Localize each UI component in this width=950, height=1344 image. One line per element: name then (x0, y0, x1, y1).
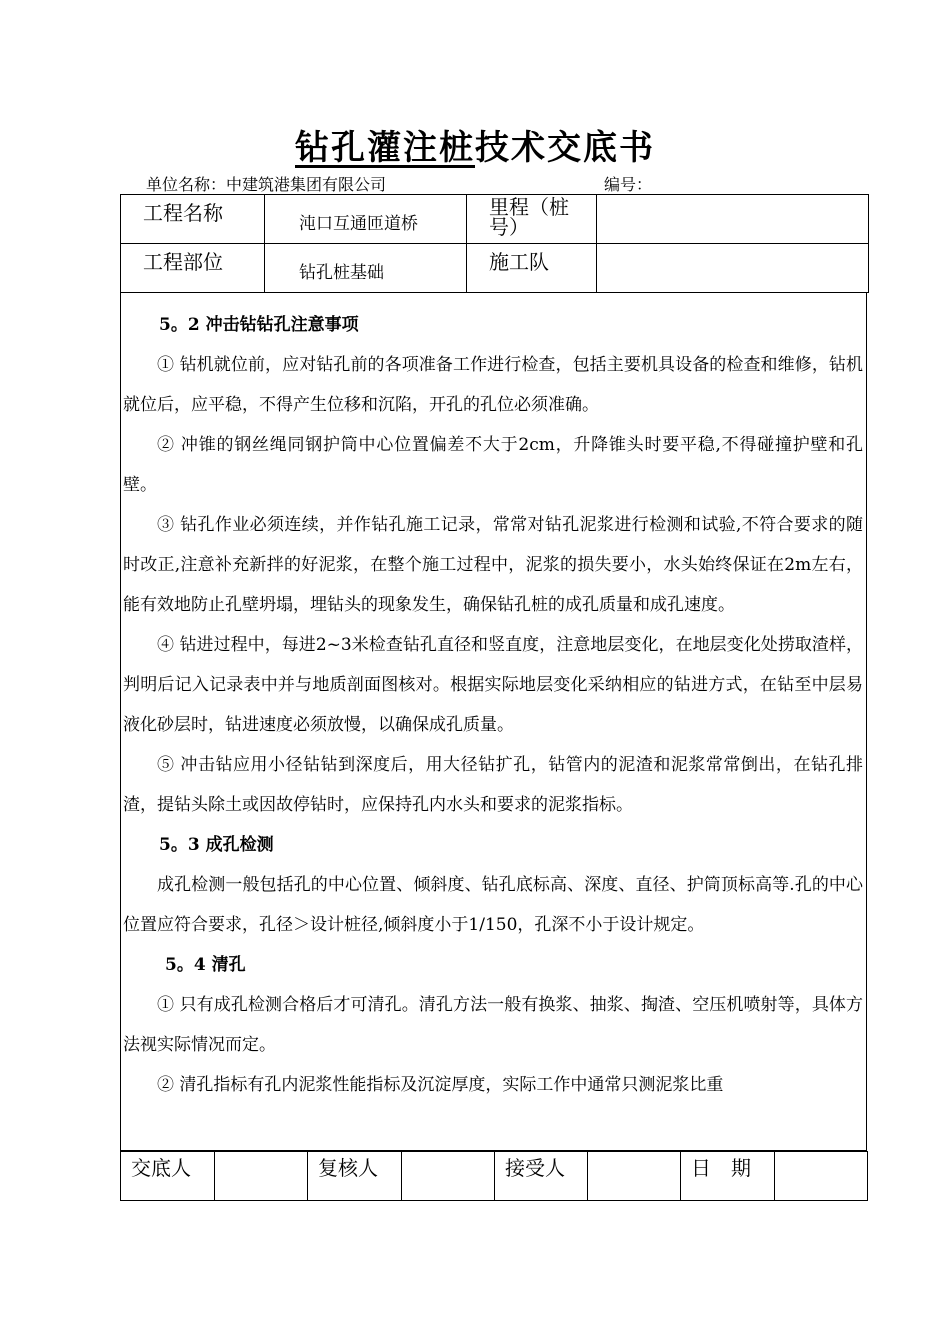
date-value-cell (775, 1152, 868, 1201)
project-name-value: 沌口互通匝道桥 (299, 214, 418, 234)
date-label: 日 期 (691, 1156, 751, 1180)
section-5-4-heading: 5。4 清孔 (165, 955, 246, 975)
mileage-label: 里程（桩号） (489, 195, 569, 239)
date-label-cell (681, 1152, 775, 1201)
project-part-value: 钻孔桩基础 (299, 263, 384, 283)
signature-table (120, 1151, 868, 1201)
project-part-label: 工程部位 (143, 250, 223, 274)
handover-value-cell (215, 1152, 308, 1201)
section-5-3-heading: 5。3 成孔检测 (159, 835, 274, 855)
construction-team-label-cell (467, 244, 597, 293)
project-name-value-cell (265, 195, 467, 244)
mileage-value (597, 195, 868, 209)
paragraph-2: ② 冲锥的钢丝绳同钢护筒中心位置偏差不大于2cm，升降锥头时要平稳,不得碰撞护壁和孔壁。 (123, 435, 863, 495)
review-label-cell (308, 1152, 402, 1201)
paragraph-8: ② 清孔指标有孔内泥浆性能指标及沉淀厚度，实际工作中通常只测泥浆比重 (157, 1075, 724, 1095)
paragraph-5: ⑤ 冲击钻应用小径钻钻到深度后，用大径钻扩孔，钻管内的泥渣和泥浆常常倒出，在钻孔排渣，提钻头除土或因故停钻时，应保持孔内水头和要求的泥浆指标。 (123, 755, 863, 815)
paragraph-3: ③ 钻孔作业必须连续，并作钻孔施工记录，常常对钻孔泥浆进行检测和试验,不符合要求的随时改正,注意补充新拌的好泥浆，在整个施工过程中，泥浆的损失要小，水头始终保证在2m左右，能有效地防止孔壁坍塌，埋钻头的现象发生，确保钻孔桩的成孔质量和成孔速度。 (123, 515, 863, 615)
receiver-value-cell (588, 1152, 681, 1201)
document-title (0, 120, 950, 169)
header-table (120, 194, 869, 293)
unit-name: 单位名称：中建筑港集团有限公司 (146, 175, 387, 194)
content-box (120, 293, 867, 1151)
paragraph-7: ① 只有成孔检测合格后才可清孔。清孔方法一般有换浆、抽浆、掏渣、空压机喷射等，具体方法视实际情况而定。 (123, 995, 863, 1055)
review-label: 复核人 (318, 1156, 378, 1180)
section-5-2-heading: 5。2 冲击钻钻孔注意事项 (159, 315, 359, 335)
construction-team-value-cell (597, 244, 869, 293)
construction-team-label: 施工队 (489, 250, 549, 274)
title-underlined-part: 钻孔灌注桩 (295, 128, 475, 168)
title-rest: 技术交底书 (475, 128, 655, 168)
paragraph-4: ④ 钻进过程中，每进2~3米检查钻孔直径和竖直度，注意地层变化，在地层变化处捞取渣样，判明后记入记录表中并与地质剖面图核对。根据实际地层变化采纳相应的钻进方式，在钻至中层易液化砂层时，钻进速度必须放慢，以确保成孔质量。 (123, 635, 863, 735)
paragraph-6: 成孔检测一般包括孔的中心位置、倾斜度、钻孔底标高、深度、直径、护筒顶标高等.孔的中心位置应符合要求，孔径＞设计桩径,倾斜度小于1/150，孔深不小于设计规定。 (123, 875, 863, 935)
paragraph-1: ① 钻机就位前，应对钻孔前的各项准备工作进行检查，包括主要机具设备的检查和维修，钻机就位后，应平稳，不得产生位移和沉陷，开孔的孔位必须准确。 (123, 355, 863, 415)
project-name-label-cell (121, 195, 265, 244)
project-part-label-cell (121, 244, 265, 293)
receiver-label: 接受人 (505, 1156, 565, 1180)
document-number: 编号： (604, 175, 653, 194)
handover-label: 交底人 (131, 1156, 191, 1180)
project-name-label: 工程名称 (143, 201, 223, 225)
mileage-value-cell (597, 195, 869, 244)
handover-label-cell (121, 1152, 215, 1201)
review-value-cell (402, 1152, 495, 1201)
project-part-value-cell (265, 244, 467, 293)
receiver-label-cell (495, 1152, 588, 1201)
mileage-label-cell (467, 195, 597, 244)
construction-team-value (597, 244, 868, 258)
content-text (123, 305, 863, 1105)
